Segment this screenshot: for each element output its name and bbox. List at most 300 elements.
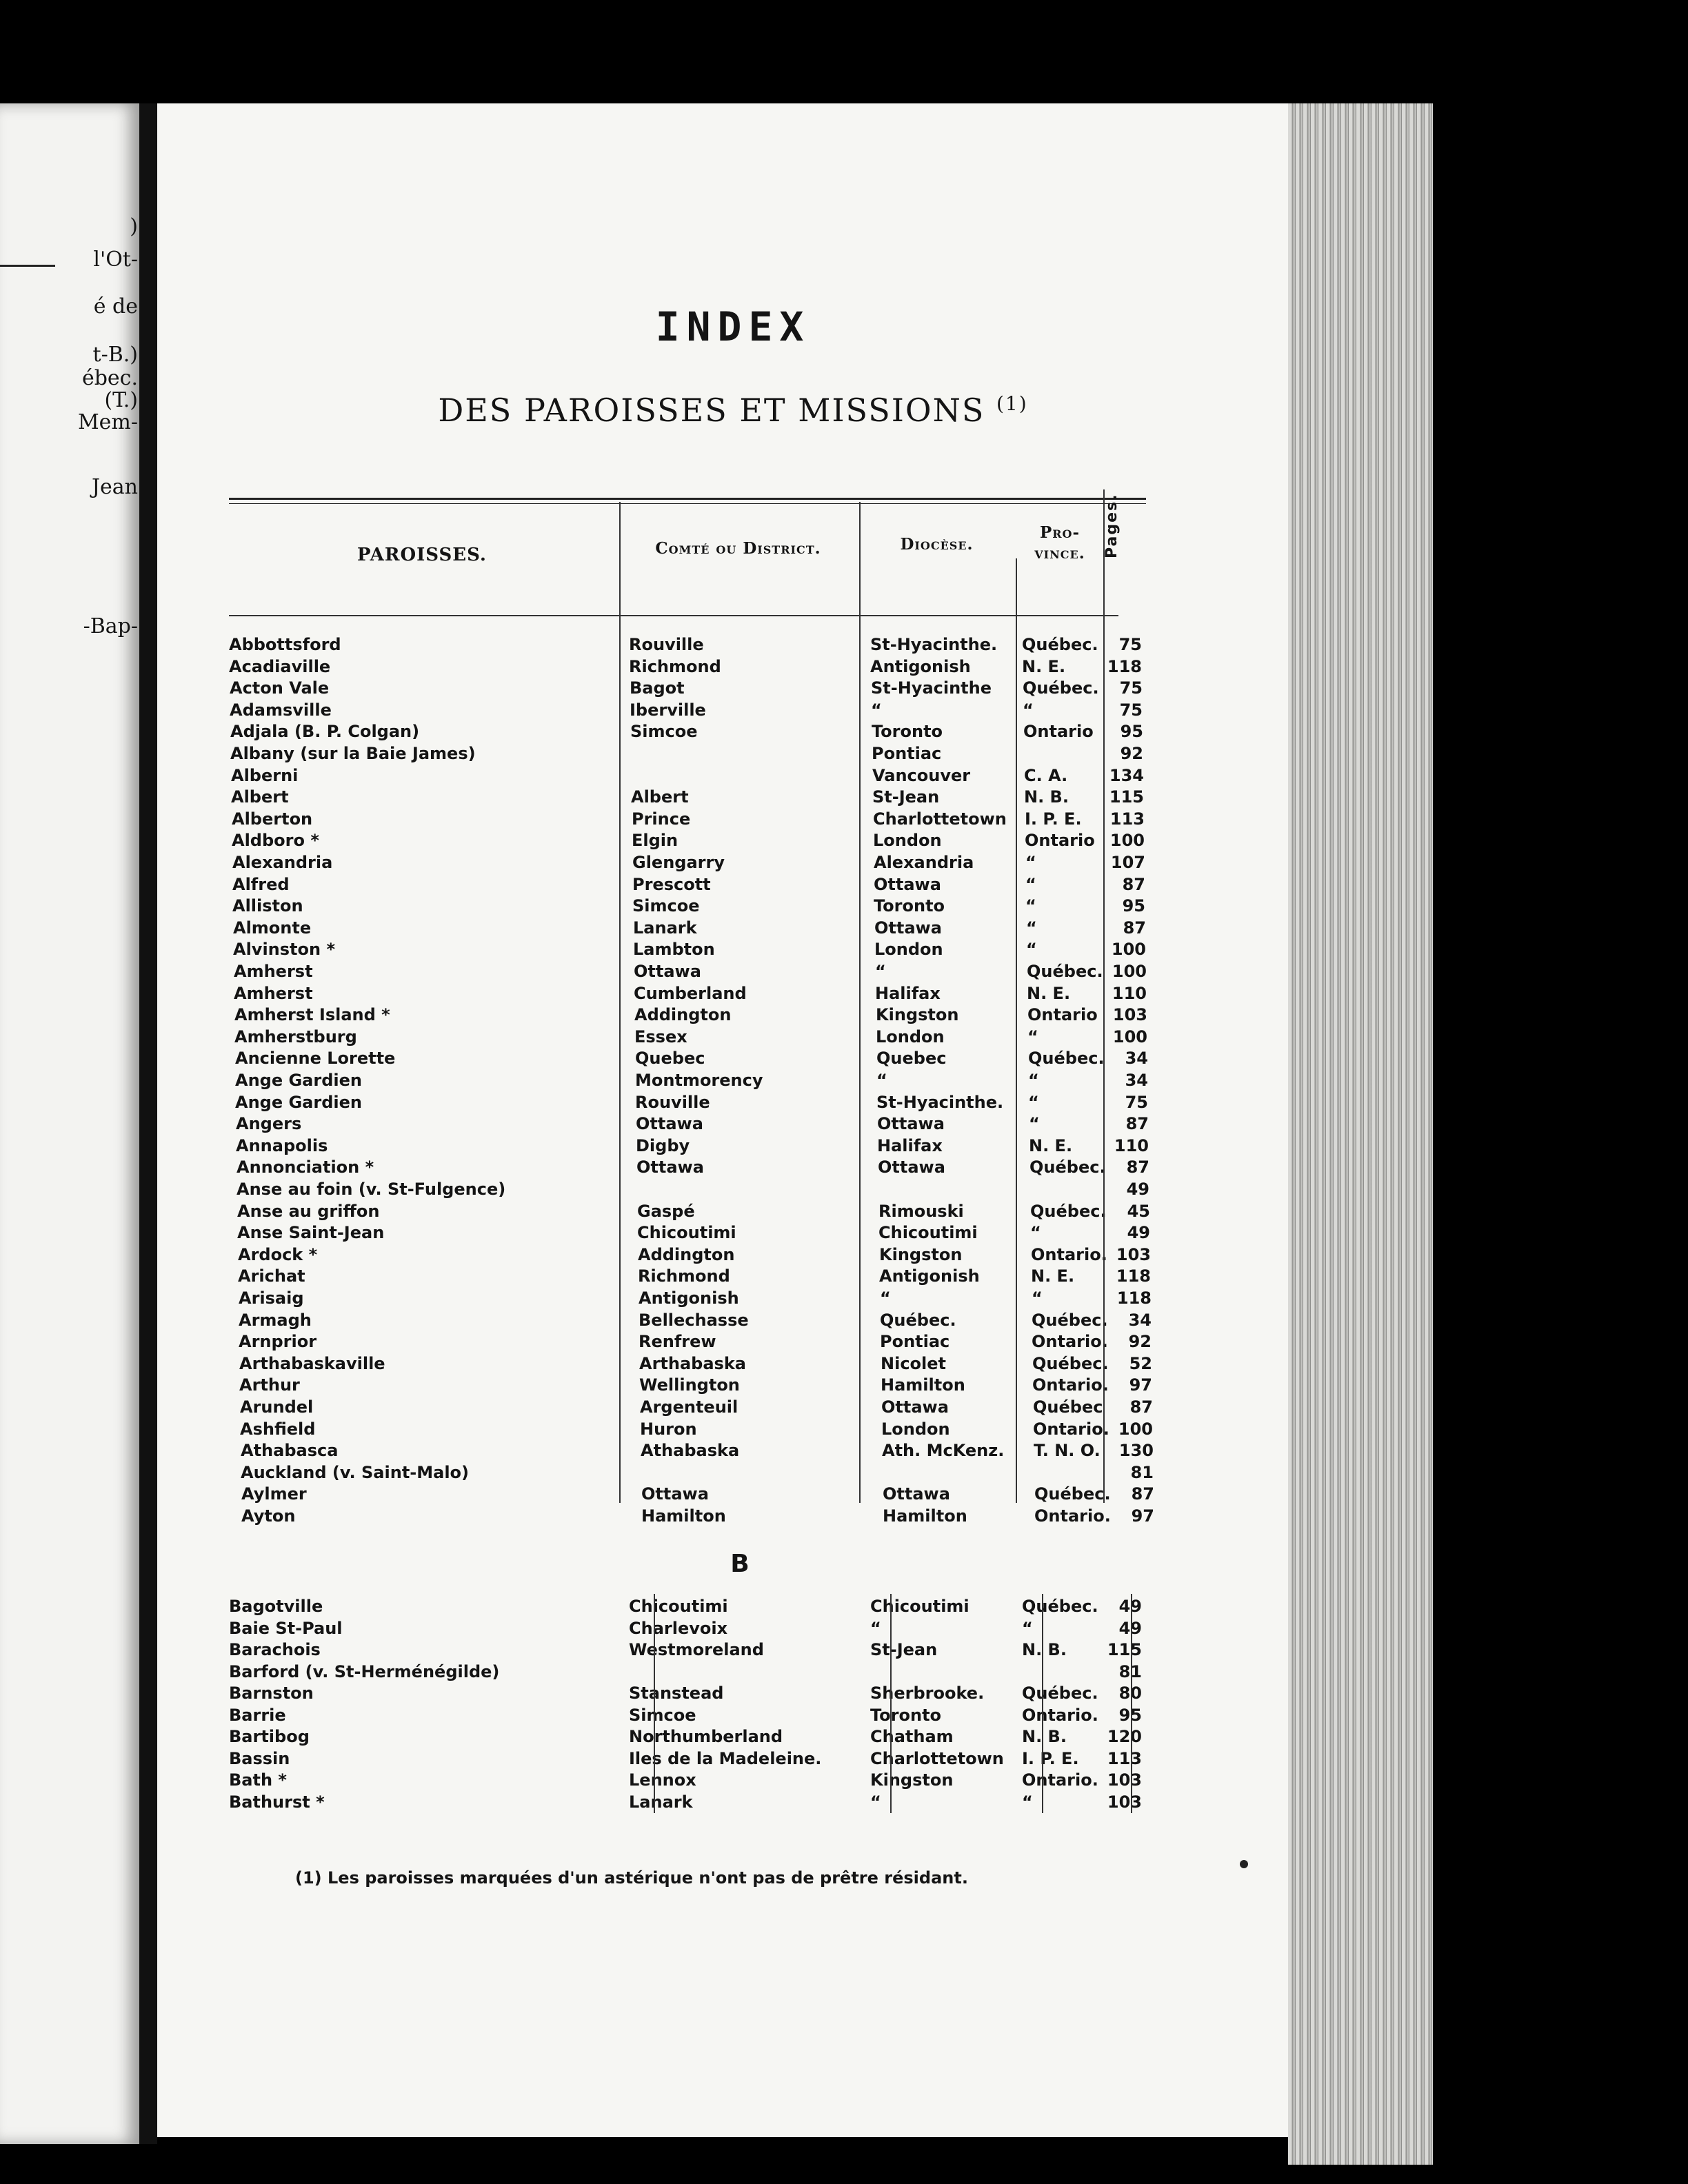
page-number: 81 xyxy=(1118,1661,1142,1681)
province-name: “ xyxy=(1022,1618,1033,1638)
page-number: 103 xyxy=(1107,1792,1142,1812)
county-name: Ottawa xyxy=(636,1114,703,1134)
column-separator xyxy=(654,1594,655,1813)
parish-name: Aylmer xyxy=(241,1484,307,1504)
diocese-name: Toronto xyxy=(874,896,945,916)
index-row xyxy=(241,1484,1165,1505)
previous-page-text-fragment: Mem- xyxy=(77,411,138,434)
province-name: Québec. xyxy=(1028,1049,1105,1069)
county-name: Arthabaska xyxy=(639,1353,746,1373)
index-row xyxy=(235,1048,1159,1069)
parish-name: Bathurst * xyxy=(229,1792,325,1812)
county-name: Charlevoix xyxy=(629,1618,728,1638)
province-name: Québec. xyxy=(1022,635,1098,654)
parish-name: Alliston xyxy=(232,896,303,916)
index-row xyxy=(239,1288,1163,1309)
diocese-name: Ottawa xyxy=(881,1397,949,1417)
diocese-name: Charlottetown xyxy=(870,1748,1004,1768)
province-name: Ontario. xyxy=(1034,1506,1111,1526)
page-number: 120 xyxy=(1107,1727,1142,1746)
index-row xyxy=(229,1596,1153,1617)
page-number: 118 xyxy=(1116,1266,1151,1286)
county-name: Bagot xyxy=(630,678,685,698)
page-number: 113 xyxy=(1109,809,1145,829)
county-name: Simcoe xyxy=(632,896,700,916)
column-separator xyxy=(619,502,621,1503)
diocese-name: “ xyxy=(871,700,882,720)
diocese-name: Pontiac xyxy=(872,744,942,763)
parish-name: Arichat xyxy=(238,1266,305,1286)
page-number: 75 xyxy=(1119,678,1143,698)
county-name: Elgin xyxy=(632,831,679,851)
page-number: 95 xyxy=(1120,722,1143,742)
parish-name: Aldboro * xyxy=(232,831,319,851)
page-number: 103 xyxy=(1112,1005,1147,1025)
province-name: T. N. O. xyxy=(1034,1441,1101,1461)
county-name: Chicoutimi xyxy=(629,1597,728,1616)
county-name: Lambton xyxy=(633,940,715,960)
diocese-name: St-Jean xyxy=(870,1640,938,1659)
province-name: I. P. E. xyxy=(1025,809,1082,829)
diocese-name: Antigonish xyxy=(879,1266,980,1286)
diocese-name: London xyxy=(873,831,942,851)
page-number: 107 xyxy=(1110,853,1145,872)
province-name: “ xyxy=(1030,1223,1041,1243)
parish-name: Arthabaskaville xyxy=(239,1353,385,1373)
parish-name: Adjala (B. P. Colgan) xyxy=(230,722,420,742)
index-row xyxy=(235,1092,1159,1113)
county-name: Antigonish xyxy=(639,1288,739,1308)
column-header-county: Comté ou District. xyxy=(655,539,821,558)
diocese-name: St-Hyacinthe. xyxy=(870,635,998,654)
parish-name: Anse au griffon xyxy=(237,1201,380,1221)
index-row xyxy=(236,1113,1160,1135)
previous-page-text-fragment: Jean xyxy=(92,476,138,499)
subtitle-text: DES PAROISSES ET MISSIONS xyxy=(438,392,985,429)
parish-name: Anse Saint-Jean xyxy=(237,1223,385,1243)
index-row xyxy=(234,1027,1158,1048)
county-name: Digby xyxy=(636,1135,690,1155)
province-name: N. B. xyxy=(1022,1640,1067,1659)
diocese-name: Rimouski xyxy=(878,1201,964,1221)
index-row xyxy=(229,1748,1153,1770)
previous-page-text-fragment: ) xyxy=(130,215,138,239)
county-name: Addington xyxy=(634,1005,732,1025)
county-name: Essex xyxy=(634,1027,687,1046)
diocese-name: London xyxy=(876,1027,945,1046)
page-number: 45 xyxy=(1127,1201,1150,1221)
index-row xyxy=(230,700,1154,721)
page-number: 52 xyxy=(1129,1353,1152,1373)
county-name: Glengarry xyxy=(632,853,725,872)
parish-name: Baie St-Paul xyxy=(229,1618,343,1638)
column-header-province xyxy=(1016,523,1104,564)
parish-name: Anse au foin (v. St-Fulgence) xyxy=(237,1180,506,1199)
page-number: 92 xyxy=(1128,1332,1152,1352)
diocese-name: Quebec xyxy=(876,1049,947,1069)
parish-name: Alvinston * xyxy=(233,940,335,960)
county-name: Westmoreland xyxy=(629,1640,764,1659)
province-name: “ xyxy=(1022,1792,1033,1812)
previous-page-text-fragment: ébec. xyxy=(81,367,138,390)
diocese-name: Kingston xyxy=(870,1770,954,1790)
page-number: 95 xyxy=(1122,896,1145,916)
parish-name: Arthur xyxy=(239,1375,300,1395)
index-row xyxy=(237,1179,1160,1200)
index-row xyxy=(237,1157,1160,1178)
province-header-line2: vince. xyxy=(1034,544,1085,563)
diocese-name: Chicoutimi xyxy=(870,1597,969,1616)
parish-name: Ange Gardien xyxy=(235,1092,362,1112)
province-name: “ xyxy=(1027,1027,1038,1046)
province-name: Québec. xyxy=(1029,1157,1106,1177)
index-row xyxy=(233,918,1157,939)
parish-name: Amherst xyxy=(234,983,313,1003)
province-name: Ontario. xyxy=(1031,1244,1107,1264)
diocese-name: Pontiac xyxy=(880,1332,950,1352)
diocese-name: Chicoutimi xyxy=(878,1223,978,1243)
parish-name: Barrie xyxy=(229,1705,286,1725)
province-name: “ xyxy=(1026,918,1037,938)
county-name: Rouville xyxy=(635,1092,710,1112)
index-row xyxy=(229,1618,1153,1639)
page-number: 34 xyxy=(1128,1310,1152,1330)
page-title: INDEX xyxy=(655,303,811,350)
column-header-diocese: Diocèse. xyxy=(900,535,974,554)
page-number: 130 xyxy=(1118,1441,1154,1461)
diocese-name: St-Hyacinthe. xyxy=(876,1092,1004,1112)
parish-name: Ayton xyxy=(241,1506,296,1526)
diocese-name: Hamilton xyxy=(881,1375,965,1395)
index-page xyxy=(157,103,1288,2137)
parish-name: Arisaig xyxy=(239,1288,304,1308)
diocese-name: Kingston xyxy=(876,1005,959,1025)
county-name: Addington xyxy=(638,1244,735,1264)
county-name: Gaspé xyxy=(637,1201,695,1221)
county-name: Montmorency xyxy=(635,1071,763,1090)
county-name: Chicoutimi xyxy=(637,1223,736,1243)
parish-name: Amherst xyxy=(234,962,313,981)
province-name: I. P. E. xyxy=(1022,1748,1079,1768)
index-row xyxy=(229,656,1153,678)
province-name: Ontario. xyxy=(1022,1770,1098,1790)
index-row xyxy=(232,852,1156,873)
page-number: 87 xyxy=(1122,874,1145,894)
index-row xyxy=(238,1244,1162,1266)
parish-name: Armagh xyxy=(239,1310,312,1330)
province-name: “ xyxy=(1032,1288,1043,1308)
county-name: Ottawa xyxy=(634,962,701,981)
diocese-name: Vancouver xyxy=(872,765,971,785)
previous-page-fragment xyxy=(0,103,139,2144)
page-number: 87 xyxy=(1129,1397,1153,1417)
page-number: 103 xyxy=(1116,1244,1151,1264)
index-row xyxy=(239,1353,1163,1375)
page-number: 87 xyxy=(1123,918,1146,938)
page-number: 115 xyxy=(1107,1640,1142,1659)
page-number: 49 xyxy=(1126,1180,1149,1199)
parish-name: Alfred xyxy=(232,874,290,894)
index-row xyxy=(236,1135,1160,1157)
diocese-name: Charlottetown xyxy=(873,809,1007,829)
page-number: 92 xyxy=(1120,744,1143,763)
index-row xyxy=(232,896,1156,917)
column-header-pages: Pages. xyxy=(1103,493,1121,558)
county-name: Simcoe xyxy=(630,722,698,742)
diocese-name: Ath. McKenz. xyxy=(882,1441,1005,1461)
diocese-name: Nicolet xyxy=(881,1353,947,1373)
index-row xyxy=(230,678,1154,699)
diocese-name: Halifax xyxy=(877,1135,943,1155)
province-name: Ontario. xyxy=(1022,1705,1098,1725)
county-name: Hamilton xyxy=(641,1506,726,1526)
page-number: 49 xyxy=(1118,1618,1142,1638)
index-row xyxy=(241,1506,1165,1527)
book-gutter xyxy=(139,103,157,2144)
diocese-name: Alexandria xyxy=(874,853,974,872)
index-row xyxy=(232,830,1156,851)
county-name: Prescott xyxy=(632,874,711,894)
index-row xyxy=(229,1705,1153,1726)
book-page-edges xyxy=(1288,103,1433,2165)
county-name: Cumberland xyxy=(634,983,747,1003)
index-row xyxy=(240,1419,1164,1440)
county-name: Lennox xyxy=(629,1770,696,1790)
province-header-line1: Pro- xyxy=(1039,523,1081,542)
page-number: 49 xyxy=(1118,1597,1142,1616)
parish-name: Annapolis xyxy=(236,1135,328,1155)
parish-name: Ashfield xyxy=(240,1419,316,1439)
parish-name: Arnprior xyxy=(239,1332,317,1352)
province-name: Québec. xyxy=(1034,1484,1111,1504)
page-number: 97 xyxy=(1131,1506,1154,1526)
diocese-name: Toronto xyxy=(870,1705,942,1725)
table-top-rule xyxy=(229,498,1146,500)
province-name: Ontario. xyxy=(1032,1375,1109,1395)
parish-name: Barnston xyxy=(229,1684,314,1703)
page-number: 49 xyxy=(1127,1223,1150,1243)
page-number: 115 xyxy=(1109,787,1144,807)
page-number: 100 xyxy=(1112,1027,1147,1046)
county-name: Lanark xyxy=(629,1792,693,1812)
diocese-name: St-Jean xyxy=(872,787,940,807)
footnote: (1) Les paroisses marquées d'un astérique n'ont pas de prêtre résidant. xyxy=(295,1868,968,1888)
county-name: Lanark xyxy=(633,918,697,938)
parish-name: Athabasca xyxy=(241,1441,339,1461)
previous-page-text-fragment: t-B.) xyxy=(92,343,138,367)
diocese-name: Kingston xyxy=(879,1244,963,1264)
page-number: 118 xyxy=(1116,1288,1152,1308)
county-name: Quebec xyxy=(635,1049,705,1069)
page-number: 100 xyxy=(1112,962,1147,981)
index-row xyxy=(229,1683,1153,1704)
column-header-parish: PAROISSES. xyxy=(357,545,487,565)
parish-name: Angers xyxy=(236,1114,302,1134)
county-name: Northumberland xyxy=(629,1727,783,1746)
province-name: N. E. xyxy=(1027,983,1071,1003)
province-name: Québec xyxy=(1033,1397,1103,1417)
province-name: Québec. xyxy=(1023,678,1099,698)
index-row xyxy=(234,961,1158,982)
parish-name: Ange Gardien xyxy=(235,1071,362,1090)
column-separator xyxy=(1042,1594,1043,1813)
page-number: 81 xyxy=(1130,1462,1154,1482)
diocese-name: Ottawa xyxy=(878,1157,945,1177)
province-name: Ontario xyxy=(1027,1005,1098,1025)
subtitle-note-marker: (1) xyxy=(996,392,1028,415)
county-name: Athabaska xyxy=(641,1441,740,1461)
parish-name: Albany (sur la Baie James) xyxy=(230,744,476,763)
index-row xyxy=(238,1266,1162,1287)
index-row xyxy=(235,1070,1159,1091)
previous-page-text-fragment: l'Ot- xyxy=(93,248,138,272)
county-name: Ottawa xyxy=(641,1484,709,1504)
province-name: “ xyxy=(1025,896,1036,916)
diocese-name: Chatham xyxy=(870,1727,954,1746)
page-number: 87 xyxy=(1126,1157,1149,1177)
page-number: 80 xyxy=(1118,1684,1142,1703)
diocese-name: Québec. xyxy=(880,1310,956,1330)
province-name: N. E. xyxy=(1029,1135,1073,1155)
parish-name: Bagotville xyxy=(229,1597,323,1616)
province-name: Ontario. xyxy=(1032,1332,1108,1352)
province-name: Québec. xyxy=(1030,1201,1107,1221)
parish-name: Barford (v. St-Herménégilde) xyxy=(229,1661,500,1681)
province-name: Ontario xyxy=(1025,831,1095,851)
page-number: 34 xyxy=(1125,1071,1148,1090)
table-header-rule xyxy=(229,615,1118,616)
county-name: Richmond xyxy=(629,656,721,676)
parish-name: Acadiaville xyxy=(229,656,331,676)
county-name: Richmond xyxy=(638,1266,730,1286)
page-number: 87 xyxy=(1131,1484,1154,1504)
parish-name: Albert xyxy=(231,787,289,807)
page-number: 34 xyxy=(1125,1049,1148,1069)
province-name: “ xyxy=(1028,1071,1039,1090)
index-row xyxy=(232,809,1156,830)
index-row xyxy=(232,874,1156,896)
index-row xyxy=(229,1661,1153,1683)
province-name: “ xyxy=(1026,940,1037,960)
diocese-name: Sherbrooke. xyxy=(870,1684,985,1703)
province-name: “ xyxy=(1028,1092,1039,1112)
diocese-name: London xyxy=(881,1419,950,1439)
section-b-heading: B xyxy=(730,1550,750,1578)
page-number: 110 xyxy=(1112,983,1147,1003)
county-name: Stanstead xyxy=(629,1684,724,1703)
parish-name: Bassin xyxy=(229,1748,290,1768)
province-name: N. E. xyxy=(1022,656,1066,676)
province-name: Québec. xyxy=(1027,962,1103,981)
county-name: Prince xyxy=(632,809,691,829)
diocese-name: Ottawa xyxy=(874,874,941,894)
index-row xyxy=(239,1310,1163,1331)
page-number: 75 xyxy=(1118,635,1142,654)
province-name: N. B. xyxy=(1024,787,1069,807)
province-name: “ xyxy=(1023,700,1034,720)
page-subtitle xyxy=(157,392,1309,429)
parish-name: Auckland (v. Saint-Malo) xyxy=(241,1462,470,1482)
county-name: Wellington xyxy=(639,1375,740,1395)
column-separator xyxy=(1016,558,1017,1503)
page-number: 113 xyxy=(1107,1748,1142,1768)
parish-name: Bath * xyxy=(229,1770,287,1790)
index-row xyxy=(241,1440,1165,1462)
ink-spot xyxy=(1240,1860,1248,1868)
column-separator xyxy=(1103,489,1105,1503)
county-name: Huron xyxy=(640,1419,697,1439)
diocese-name: “ xyxy=(870,1618,881,1638)
parish-name: Bartibog xyxy=(229,1727,310,1746)
parish-name: Alberni xyxy=(231,765,299,785)
parish-name: Alexandria xyxy=(232,853,333,872)
index-row xyxy=(229,634,1153,656)
index-row xyxy=(240,1397,1164,1418)
province-name: Ontario xyxy=(1023,722,1094,742)
page-number: 103 xyxy=(1107,1770,1142,1790)
province-name: “ xyxy=(1029,1114,1040,1134)
page-number: 134 xyxy=(1109,765,1144,785)
diocese-name: Ottawa xyxy=(874,918,942,938)
page-number: 110 xyxy=(1114,1135,1149,1155)
index-row xyxy=(239,1331,1163,1353)
index-row xyxy=(229,1639,1153,1661)
county-name: Albert xyxy=(631,787,689,807)
parish-name: Ardock * xyxy=(238,1244,318,1264)
parish-name: Abbottsford xyxy=(229,635,341,654)
county-name: Ottawa xyxy=(636,1157,704,1177)
index-row xyxy=(237,1201,1161,1222)
index-row xyxy=(229,1792,1153,1813)
province-name: Québec. xyxy=(1022,1597,1098,1616)
parish-name: Amherstburg xyxy=(234,1027,357,1046)
index-row xyxy=(234,1004,1158,1026)
province-name: Québec. xyxy=(1022,1684,1098,1703)
county-name: Argenteuil xyxy=(640,1397,738,1417)
parish-name: Arundel xyxy=(240,1397,314,1417)
page-number: 87 xyxy=(1125,1114,1149,1134)
county-name: Iles de la Madeleine. xyxy=(629,1748,822,1768)
parish-name: Ancienne Lorette xyxy=(235,1049,396,1069)
parish-name: Alberton xyxy=(232,809,313,829)
diocese-name: “ xyxy=(875,962,886,981)
province-name: “ xyxy=(1025,853,1036,872)
table-top-rule-thin xyxy=(229,503,1146,504)
diocese-name: Ottawa xyxy=(877,1114,945,1134)
province-name: Québec. xyxy=(1032,1353,1109,1373)
province-name: Québec. xyxy=(1032,1310,1108,1330)
diocese-name: Halifax xyxy=(875,983,941,1003)
province-name: N. B. xyxy=(1022,1727,1067,1746)
page-number: 97 xyxy=(1129,1375,1152,1395)
index-row xyxy=(239,1375,1163,1396)
previous-page-text-fragment: -Bap- xyxy=(83,615,138,638)
province-name: C. A. xyxy=(1024,765,1068,785)
diocese-name: Antigonish xyxy=(870,656,971,676)
page-number: 100 xyxy=(1111,940,1146,960)
province-name: Ontario. xyxy=(1033,1419,1109,1439)
index-row xyxy=(234,983,1158,1004)
parish-name: Adamsville xyxy=(230,700,332,720)
diocese-name: “ xyxy=(870,1792,881,1812)
diocese-name: Toronto xyxy=(872,722,943,742)
parish-name: Almonte xyxy=(233,918,312,938)
diocese-name: Ottawa xyxy=(883,1484,950,1504)
diocese-name: Hamilton xyxy=(883,1506,967,1526)
previous-page-text-fragment: (T.) xyxy=(104,389,138,412)
page-number: 95 xyxy=(1118,1705,1142,1725)
index-row xyxy=(237,1222,1161,1244)
